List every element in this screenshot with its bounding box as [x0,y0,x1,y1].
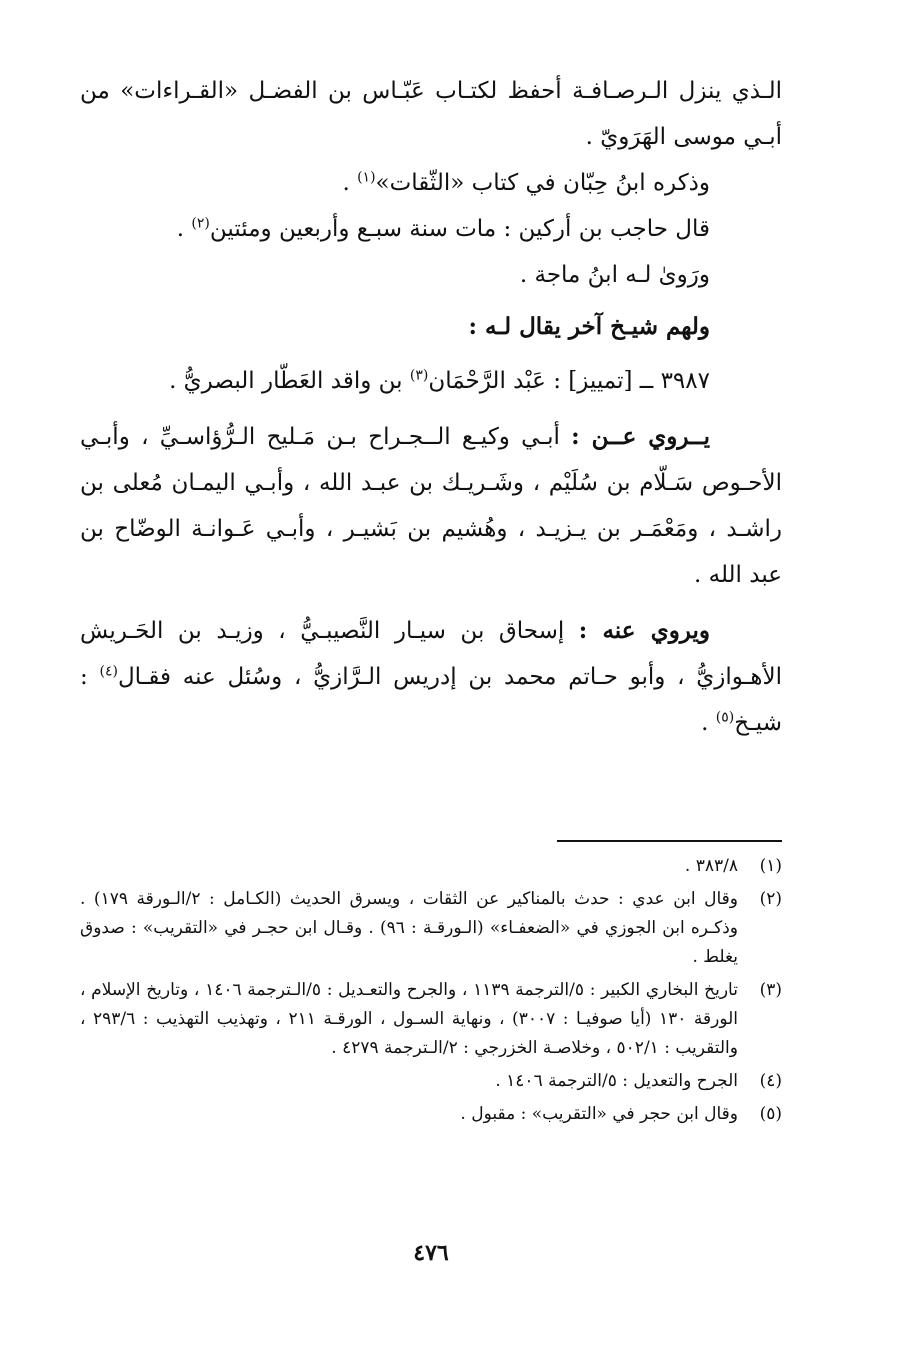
footnote-4 [80,1067,782,1096]
lead-narrates-from: يــروي عــن : [571,423,710,450]
footnote-text: وقال ابن عدي : حدث بالمناكير عن الثقات ، ويسرق الحديث (الكـامل : ٢/الـورقة ١٧٩) . وذكـره ابن الجوزي في «الضعفـاء» (الـورقـة : ٩٦) . وقـال ابن حجـر في «التقريب» : صدوق يغلط . [80,889,738,967]
entry-heading: ٣٩٨٧ ــ [تمييز] : عَبْد الرَّحْمَان$^{(٣)}$ بن واقد العَطّار البصريُّ . [169,367,710,394]
paragraph-narrated-by: ويروي عنه : إسحاق بن سيـار النَّصيبـيُّ ، وزيـد بن الحَـريش الأهـوازيُّ ، وأبو حـاتم محمد بن إدريس الـرَّازيُّ ، وسُئل عنه فقـال$^{(٤)}$ : شيـخ$^{(٥)}$ . [80,617,783,736]
footnote-ref-3[interactable]: (٣) [409,367,429,384]
footnote-5 [80,1100,782,1129]
footnote-number: (٢) [759,889,782,909]
footnote-1 [80,852,782,881]
footnote-2 [80,885,782,972]
footnote-ref-1[interactable]: (١) [357,169,376,186]
main-text [80,68,782,746]
footnote-3 [80,976,782,1063]
paragraph-ibn-majah: ورَوىٰ لـه ابنُ ماجة . [519,262,710,288]
footnote-number: (٥) [759,1104,782,1124]
footnote-text: الجرح والتعديل : ٥/الترجمة ١٤٠٦ . [495,1071,738,1091]
footnote-ref-4[interactable]: (٤) [99,663,118,680]
paragraph-intro: الـذي ينزل الـرصـافـة أحفظ لكتـاب عَبّـاس بن الفضـل «القـراءات» من أبـي موسى الهَرَويّ . [80,78,782,150]
section-heading: ولهم شيـخ آخر يقال لـه : [468,313,710,340]
footnote-number: (٣) [759,980,782,1000]
footnote-divider [557,840,782,842]
footnote-number: (٤) [759,1071,782,1091]
paragraph-hajib: قال حاجب بن أركين : مات سنة سبـع وأربعين ومئتين$^{(٢)}$ . [176,215,710,242]
footnote-ref-2[interactable]: (٢) [191,215,210,232]
footnote-text: تاريخ البخاري الكبير : ٥/الترجمة ١١٣٩ ، والجرح والتعـديل : ٥/الـترجمة ١٤٠٦ ، وتاريخ الإسلام ، الورقة ١٣٠ (أيا صوفيـا : ٣٠٠٧) ، ونهاية السـول ، الورقـة ٢١١ ، وتهذيب التهذيب : ٢٩٣/٦ ، والتقريب : ٥٠٢/١ ، وخلاصـة الخزرجي : ٢/الـترجمة ٤٢٧٩ . [80,980,739,1058]
paragraph-narrates-from: يــروي عــن : أبـي وكيـع الــجـراح بـن مَـليح الـرُّؤاسـيِّ ، وأبـي الأحـوص سَـلّام بن سُلَيْم ، وشَـريـك بن عبـد الله ، وأبـي اليمـان مُعلى بن راشـد ، ومَعْمَـر بن يـزيـد ، وهُشيم بن بَشيـر ، وأبـي عَـوانـة الوضّاح بن عبد الله . [80,423,782,588]
page [80,68,783,1266]
paragraph-ibn-hibban: وذكره ابنُ حِبّان في كتاب «الثّقات»$^{(١)}$ . [342,169,710,196]
footnotes [80,852,782,1133]
footnote-text: وقال ابن حجر في «التقريب» : مقبول . [460,1104,738,1124]
footnote-ref-5[interactable]: (٥) [715,709,735,726]
footnote-number: (١) [759,856,782,876]
page-number: ٤٧٦ [413,1240,449,1266]
footnote-text: ٣٨٣/٨ . [684,856,738,876]
lead-narrated-by: ويروي عنه : [578,617,710,644]
